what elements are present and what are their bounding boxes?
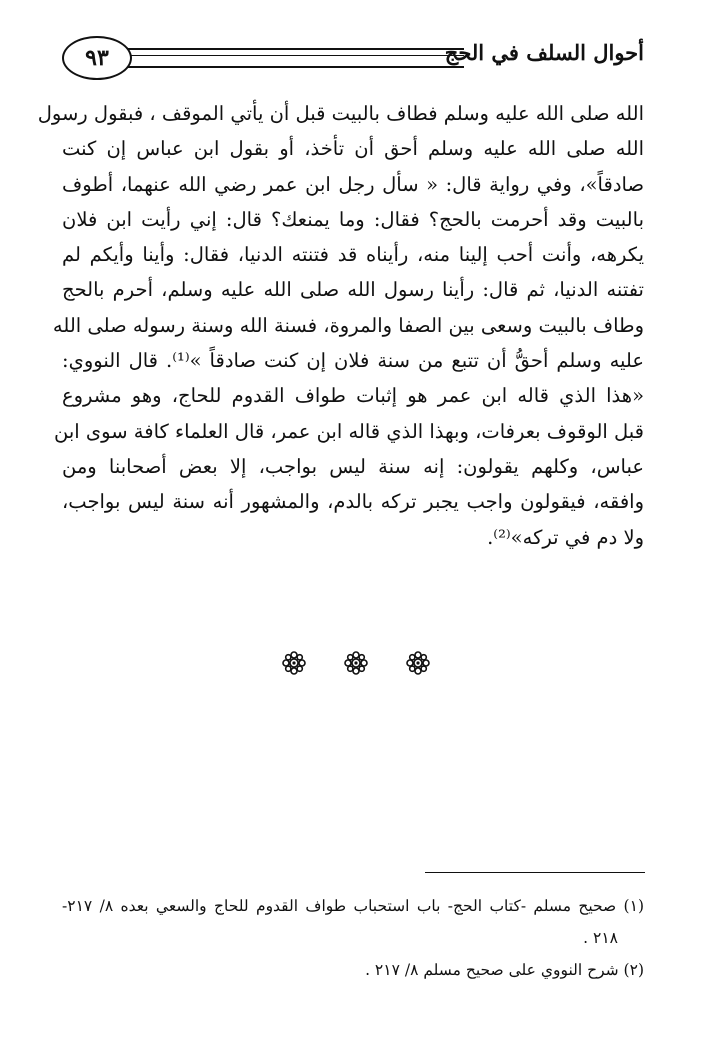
text-line: «هذا الذي قاله ابن عمر هو إثبات طواف القدوم للحاج، وهو مشروع <box>62 384 644 408</box>
footnotes <box>62 890 644 986</box>
flower-ornament-icon <box>343 650 369 676</box>
running-title: أحوال السلف في الحج <box>444 40 644 65</box>
text-line: وافقه، فيقولون واجب يجبر تركه بالدم، والمشهور أنه سنة ليس بواجب، <box>62 490 644 514</box>
header-rule <box>122 48 464 68</box>
flower-ornament-icon <box>281 650 307 676</box>
page-number: ٩٣ <box>62 36 132 80</box>
main-text <box>37 96 644 555</box>
text-line: وطاف بالبيت وسعى بين الصفا والمروة، فسنة الله وسنة رسوله صلى الله <box>52 313 644 337</box>
footnote-1-continuation: ٢١٨ . <box>583 929 618 947</box>
text-line: ولا دم في تركه»⁽²⁾. <box>487 525 644 549</box>
text-line: الله صلى الله عليه وسلم فطاف بالبيت قبل أن يأتي الموقف ، فبقول رسول <box>37 102 644 125</box>
section-divider <box>0 650 711 676</box>
text-line: عليه وسلم أحقُّ أن تتبع من سنة فلان إن كنت صادقاً »⁽¹⁾. قال النووي: <box>62 349 644 373</box>
footnote-separator <box>425 872 645 873</box>
text-line: صادقاً»، وفي رواية قال: « سأل رجل ابن عمر رضي الله عنهما، أطوف <box>62 172 644 196</box>
footnote-1: (١) صحيح مسلم -كتاب الحج- باب استحباب طواف القدوم للحاج والسعي بعده ٨/ ٢١٧- <box>62 897 644 915</box>
text-line: عباس، وكلهم يقولون: إنه سنة ليس بواجب، إلا بعض أصحابنا ومن <box>62 454 644 478</box>
text-line: تفتنه الدنيا، ثم قال: رأينا رسول الله صلى الله عليه وسلم، أحرم بالحج <box>62 278 644 302</box>
text-line: بالبيت وقد أحرمت بالحج؟ فقال: وما يمنعك؟ قال: إني رأيت ابن فلان <box>62 207 644 231</box>
flower-ornament-icon <box>405 650 431 676</box>
text-line: قبل الوقوف بعرفات، وبهذا الذي قاله ابن عمر، قال العلماء كافة سوى ابن <box>54 419 644 443</box>
text-line: يكرهه، وأنت أحب إلينا منه، رأيناه قد فتنته الدنيا، فقال: وأينا وأيكم لم <box>62 243 644 267</box>
page-header <box>62 28 644 84</box>
text-line: الله صلى الله عليه وسلم أحق أن تأخذ، أو بقول ابن عباس إن كنت <box>62 137 644 161</box>
footnote-2: (٢) شرح النووي على صحيح مسلم ٨/ ٢١٧ . <box>365 961 644 979</box>
